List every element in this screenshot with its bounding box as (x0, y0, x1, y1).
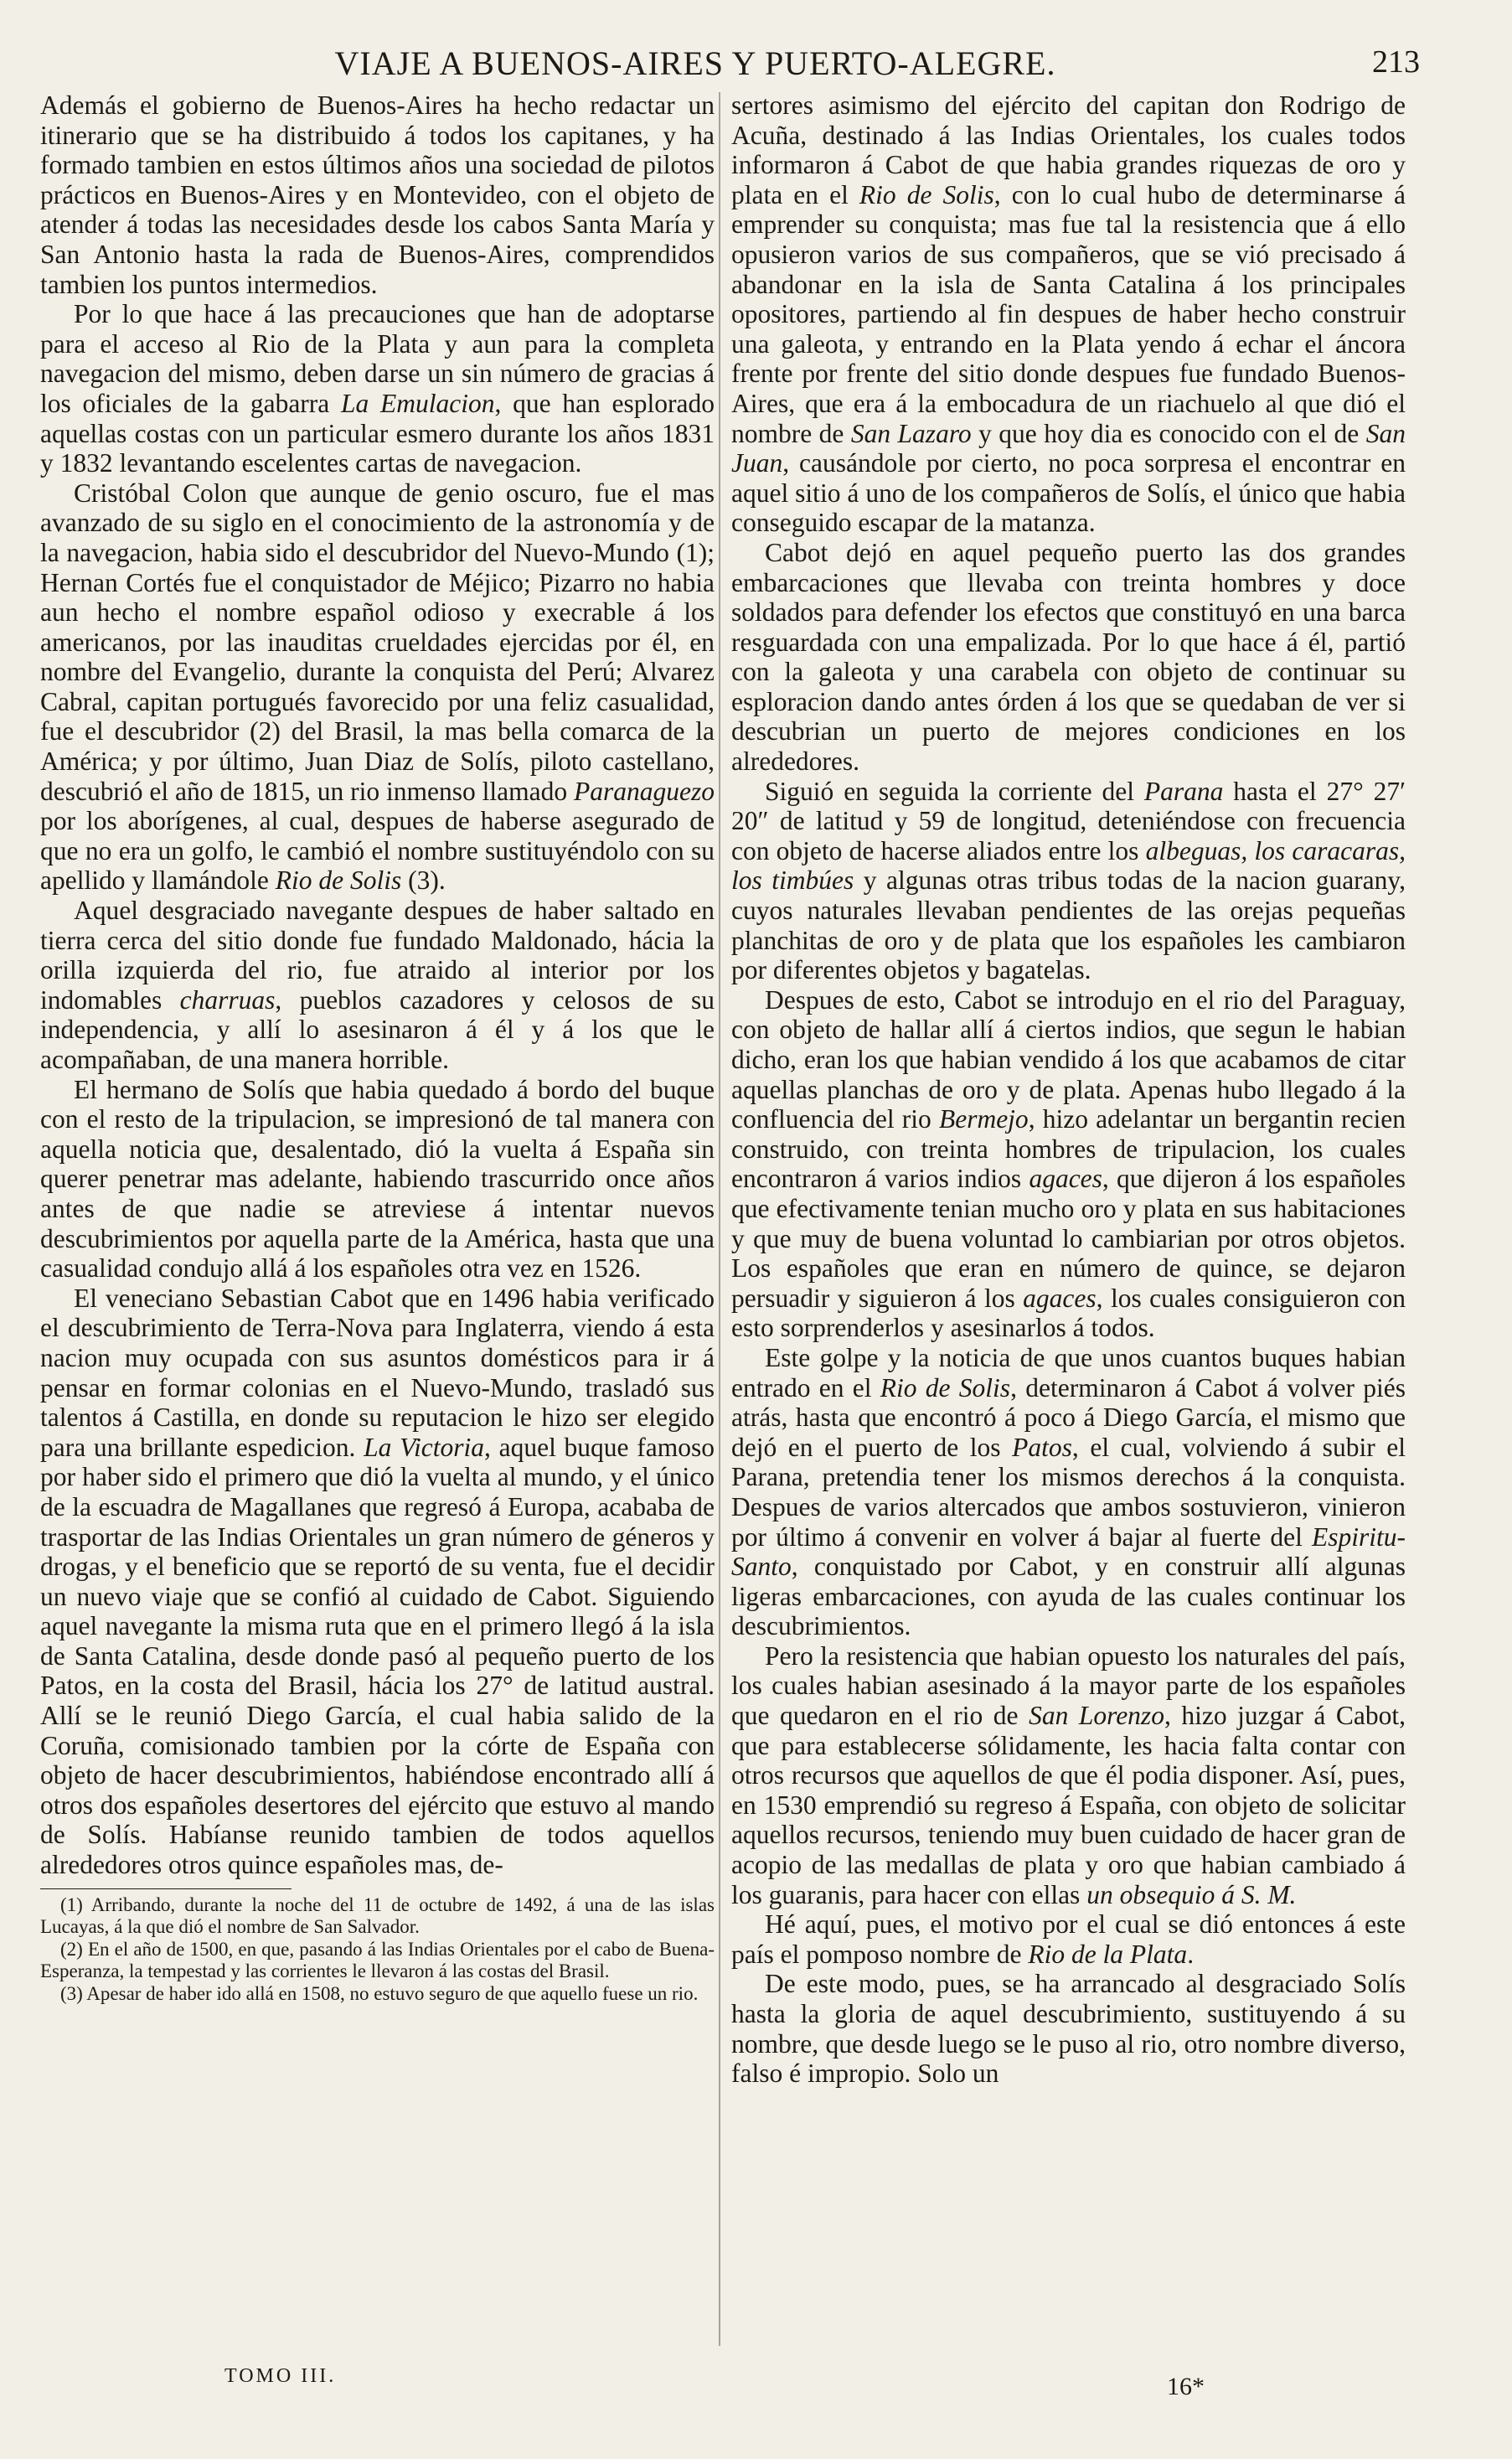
paragraph: Siguió en seguida la corriente del Parana hasta el 27° 27′ 20″ de latitud y 59 de longitud, deteniéndose con frecuencia con objeto de hacerse aliados entre los albeguas, los caracaras, los timbúes y algunas otras tribus todas de la nacion guarany, cuyos naturales llevaban pendientes de las orejas pequeñas planchitas de oro y de plata que los españoles les cambiaron por diferentes objetos y bagatelas. (731, 776, 1406, 985)
paragraph: El veneciano Sebastian Cabot que en 1496 habia verificado el descubrimiento de Terra-Nova para Inglaterra, viendo á esta nacion muy ocupada con sus asuntos domésticos para ir á pensar en formar colonias en el Nuevo-Mundo, trasladó sus talentos á Castilla, en donde su reputacion le hizo ser elegido para una brillante espedicion. La Victoria, aquel buque famoso por haber sido el primero que dió la vuelta al mundo, y el único de la escuadra de Magallanes que regresó á Europa, acababa de trasportar de las Indias Orientales un gran número de géneros y drogas, y el beneficio que se reportó de su venta, fue el decidir un nuevo viaje que se confió al cuidado de Cabot. Siguiendo aquel navegante la misma ruta que en el primero llegó á la isla de Santa Catalina, desde donde pasó al pequeño puerto de los Patos, en la costa del Brasil, hácia los 27° de latitud austral. Allí se le reunió Diego García, el cual habia salido de la Coruña, comisionado tambien por la córte de España con objeto de hacer descubrimientos, habiéndose encontrado allí á otros dos españoles desertores del ejército que estuvo al mando de Solís. Habíanse reunido tambien de todos aquellos alrededores otros quince españoles mas, de- (40, 1283, 715, 1880)
ship-name: La Emulacion (341, 388, 495, 418)
tribe-name: charruas (179, 984, 276, 1015)
paragraph: Cabot dejó en aquel pequeño puerto las dos grandes embarcaciones que llevaba con treinta hombres y doce soldados para defender los efectos que constituyó en una barca resguardada con una empalizada. Por lo que hace á él, partió con la galeota y una carabela con objeto de continuar su esploracion dando antes órden á los que se quedaban de ver si descubrian un puerto de mejores condiciones en los alrededores. (731, 537, 1406, 777)
river-name: Rio de Solis (275, 865, 402, 896)
signature-mark: 16* (1167, 2373, 1205, 2400)
running-head (0, 44, 1512, 85)
paragraph: Por lo que hace á las precauciones que han de adoptarse para el acceso al Rio de la Plata y aun para la completa navegacion del mismo, deben darse un sin número de gracias á los oficiales de la gabarra La Emulacion, que han esplorado aquellas costas con un particular esmero durante los años 1831 y 1832 levantando escelentes cartas de navegacion. (40, 299, 715, 478)
place-name: San Juan (731, 418, 1406, 478)
tribe-name: agaces (1029, 1164, 1102, 1194)
left-column (40, 90, 715, 2005)
tribe-name: agaces (1023, 1283, 1097, 1313)
paragraph: sertores asimismo del ejército del capitan don Rodrigo de Acuña, destinado á las Indias Orientales, los cuales todos informaron á Cabot de que habia grandes riquezas de oro y plata en el Rio de Solis, con lo cual hubo de determinarse á emprender su conquista; mas fue tal la resistencia que á ello opusieron varios de sus compañeros, que se vió precisado á abandonar en la isla de Santa Catalina á los principales opositores, partiendo al fin despues de haber hecho construir una galeota, y entrando en la Plata yendo á echar el áncora frente por frente del sitio donde despues fue fundado Buenos-Aires, que era á la embocadura de un riachuelo al que dió el nombre de San Lazaro y que hoy dia es conocido con el de San Juan, causándole por cierto, no poca sorpresa el encontrar en aquel sitio á uno de los compañeros de Solís, el único que habia conseguido escapar de la matanza. (731, 90, 1406, 538)
ship-name: La Victoria (364, 1432, 485, 1462)
footnote-divider (40, 1888, 292, 1889)
paragraph: Pero la resistencia que habian opuesto los naturales del país, los cuales habian asesinado á la mayor parte de los españoles que quedaron en el rio de San Lorenzo, hizo juzgar á Cabot, que para establecerse sólidamente, les hacia falta contar con otros recursos que aquellos de que él podia disponer. Así, pues, en 1530 emprendió su regreso á España, con objeto de solicitar aquellos recursos, teniendo muy buen cuidado de hacer gran de acopio de las medallas de plata y oro que habian cambiado á los guaranis, para hacer con ellas un obsequio á S. M. (731, 1640, 1406, 1909)
page-number: 213 (1372, 44, 1420, 80)
river-name: Rio de la Plata (1028, 1939, 1188, 1969)
paragraph: Hé aquí, pues, el motivo por el cual se dió entonces á este país el pomposo nombre de Rio de la Plata. (731, 1909, 1406, 1969)
river-name: Parana (1143, 776, 1224, 806)
paragraph: Aquel desgraciado navegante despues de haber saltado en tierra cerca del sitio donde fue fundado Maldonado, hácia la orilla izquierda del rio, fue atraido al interior por los indomables charruas, pueblos cazadores y celosos de su independencia, y allí lo asesinaron á él y á los que le acompañaban, de una manera horrible. (40, 896, 715, 1074)
tribe-names: albeguas, los caracaras, los timbúes (731, 835, 1406, 896)
place-name: Espiritu-Santo (731, 1521, 1406, 1582)
river-name: Bermejo (938, 1104, 1029, 1134)
right-column (731, 90, 1406, 2089)
paragraph: Cristóbal Colon que aunque de genio oscuro, fue el mas avanzado de su siglo en el conocimiento de la astronomía y de la navegacion, habia sido el descubridor del Nuevo-Mundo (1); Hernan Cortés fue el conquistador de Méjico; Pizarro no habia aun hecho el nombre español odioso y execrable á los americanos, por las inauditas crueldades ejercidas por él, en nombre del Evangelio, durante la conquista del Perú; Alvarez Cabral, capitan portugués favorecido por una feliz casualidad, fue el descubridor (2) del Brasil, la mas bella comarca de la América; y por último, Juan Diaz de Solís, piloto castellano, descubrió el año de 1815, un rio inmenso llamado Paranaguezo por los aborígenes, al cual, despues de haberse asegurado de que no era un golfo, le cambió el nombre sustituyéndolo con su apellido y llamándole Rio de Solis (3). (40, 478, 715, 896)
place-name: San Lazaro (850, 418, 972, 448)
running-title: VIAJE A BUENOS-AIRES Y PUERTO-ALEGRE. (334, 44, 1056, 82)
place-name: San Lorenzo (1029, 1701, 1164, 1731)
column-divider (719, 92, 720, 2346)
paragraph: Este golpe y la noticia de que unos cuantos buques habian entrado en el Rio de Solis, determinaron á Cabot á volver piés atrás, hasta que encontró á poco á Diego García, el mismo que dejó en el puerto de los Patos, el cual, volviendo á subir el Parana, pretendia tener los mismos derechos á la conquista. Despues de varios altercados que ambos sostuvieron, vinieron por último á convenir en volver á bajar al fuerte del Espiritu-Santo, conquistado por Cabot, y en construir allí algunas ligeras embarcaciones, con ayuda de las cuales continuar los descubrimientos. (731, 1342, 1406, 1641)
river-name: Rio de Solis (880, 1372, 1011, 1403)
paragraph: De este modo, pues, se ha arrancado al desgraciado Solís hasta la gloria de aquel descubrimiento, sustituyendo á su nombre, que desde luego se le puso al rio, otro nombre diverso, falso é impropio. Solo un (731, 1969, 1406, 2089)
footnote: (1) Arribando, durante la noche del 11 de octubre de 1492, á una de las islas Lucayas, á la que dió el nombre de San Salvador. (40, 1893, 715, 1938)
paragraph: Despues de esto, Cabot se introdujo en el rio del Paraguay, con objeto de hallar allí á ciertos indios, que segun le habian dicho, eran los que habian vendido á los que acabamos de citar aquellas planchas de oro y de plata. Apenas hubo llegado á la confluencia del rio Bermejo, hizo adelantar un bergantin recien construido, con treinta hombres de tripulacion, los cuales encontraron á varios indios agaces, que dijeron á los españoles que efectivamente tenian mucho oro y plata en sus habitaciones y que muy de buena voluntad lo cambiarian por otros objetos. Los españoles que eran en número de quince, se dejaron persuadir y siguieron á los agaces, los cuales consiguieron con esto sorprenderlos y asesinarlos á todos. (731, 984, 1406, 1343)
paragraph: Además el gobierno de Buenos-Aires ha hecho redactar un itinerario que se ha distribuido á todos los capitanes, y ha formado tambien en estos últimos años una sociedad de pilotos prácticos en Buenos-Aires y en Montevideo, con el objeto de atender á todas las necesidades desde los cabos Santa María y San Antonio hasta la rada de Buenos-Aires, comprendidos tambien los puntos intermedios. (40, 90, 715, 299)
place-name: Patos (1012, 1432, 1072, 1462)
paragraph: El hermano de Solís que habia quedado á bordo del buque con el resto de la tripulacion, se impresionó de tal manera con aquella noticia que, desalentado, dió la vuelta á España sin querer penetrar mas adelante, habiendo trascurrido once años antes de que nadie se atreviese á intentar nuevos descubrimientos por aquella parte de la América, hasta que una casualidad condujo allá á los españoles otra vez en 1526. (40, 1074, 715, 1284)
footnote: (2) En el año de 1500, en que, pasando á las Indias Orientales por el cabo de Buena-Esperanza, la tempestad y las corrientes le llevaron á las costas del Brasil. (40, 1938, 715, 1982)
emphasis: un obsequio á S. M. (1086, 1879, 1297, 1909)
river-name: Paranaguezo (574, 776, 715, 806)
footnotes (40, 1894, 715, 2006)
river-name: Rio de Solis (859, 179, 994, 209)
footnote: (3) Apesar de haber ido allá en 1508, no estuvo seguro de que aquello fuese un rio. (60, 1982, 699, 2004)
volume-mark: TOMO III. (224, 2365, 337, 2387)
